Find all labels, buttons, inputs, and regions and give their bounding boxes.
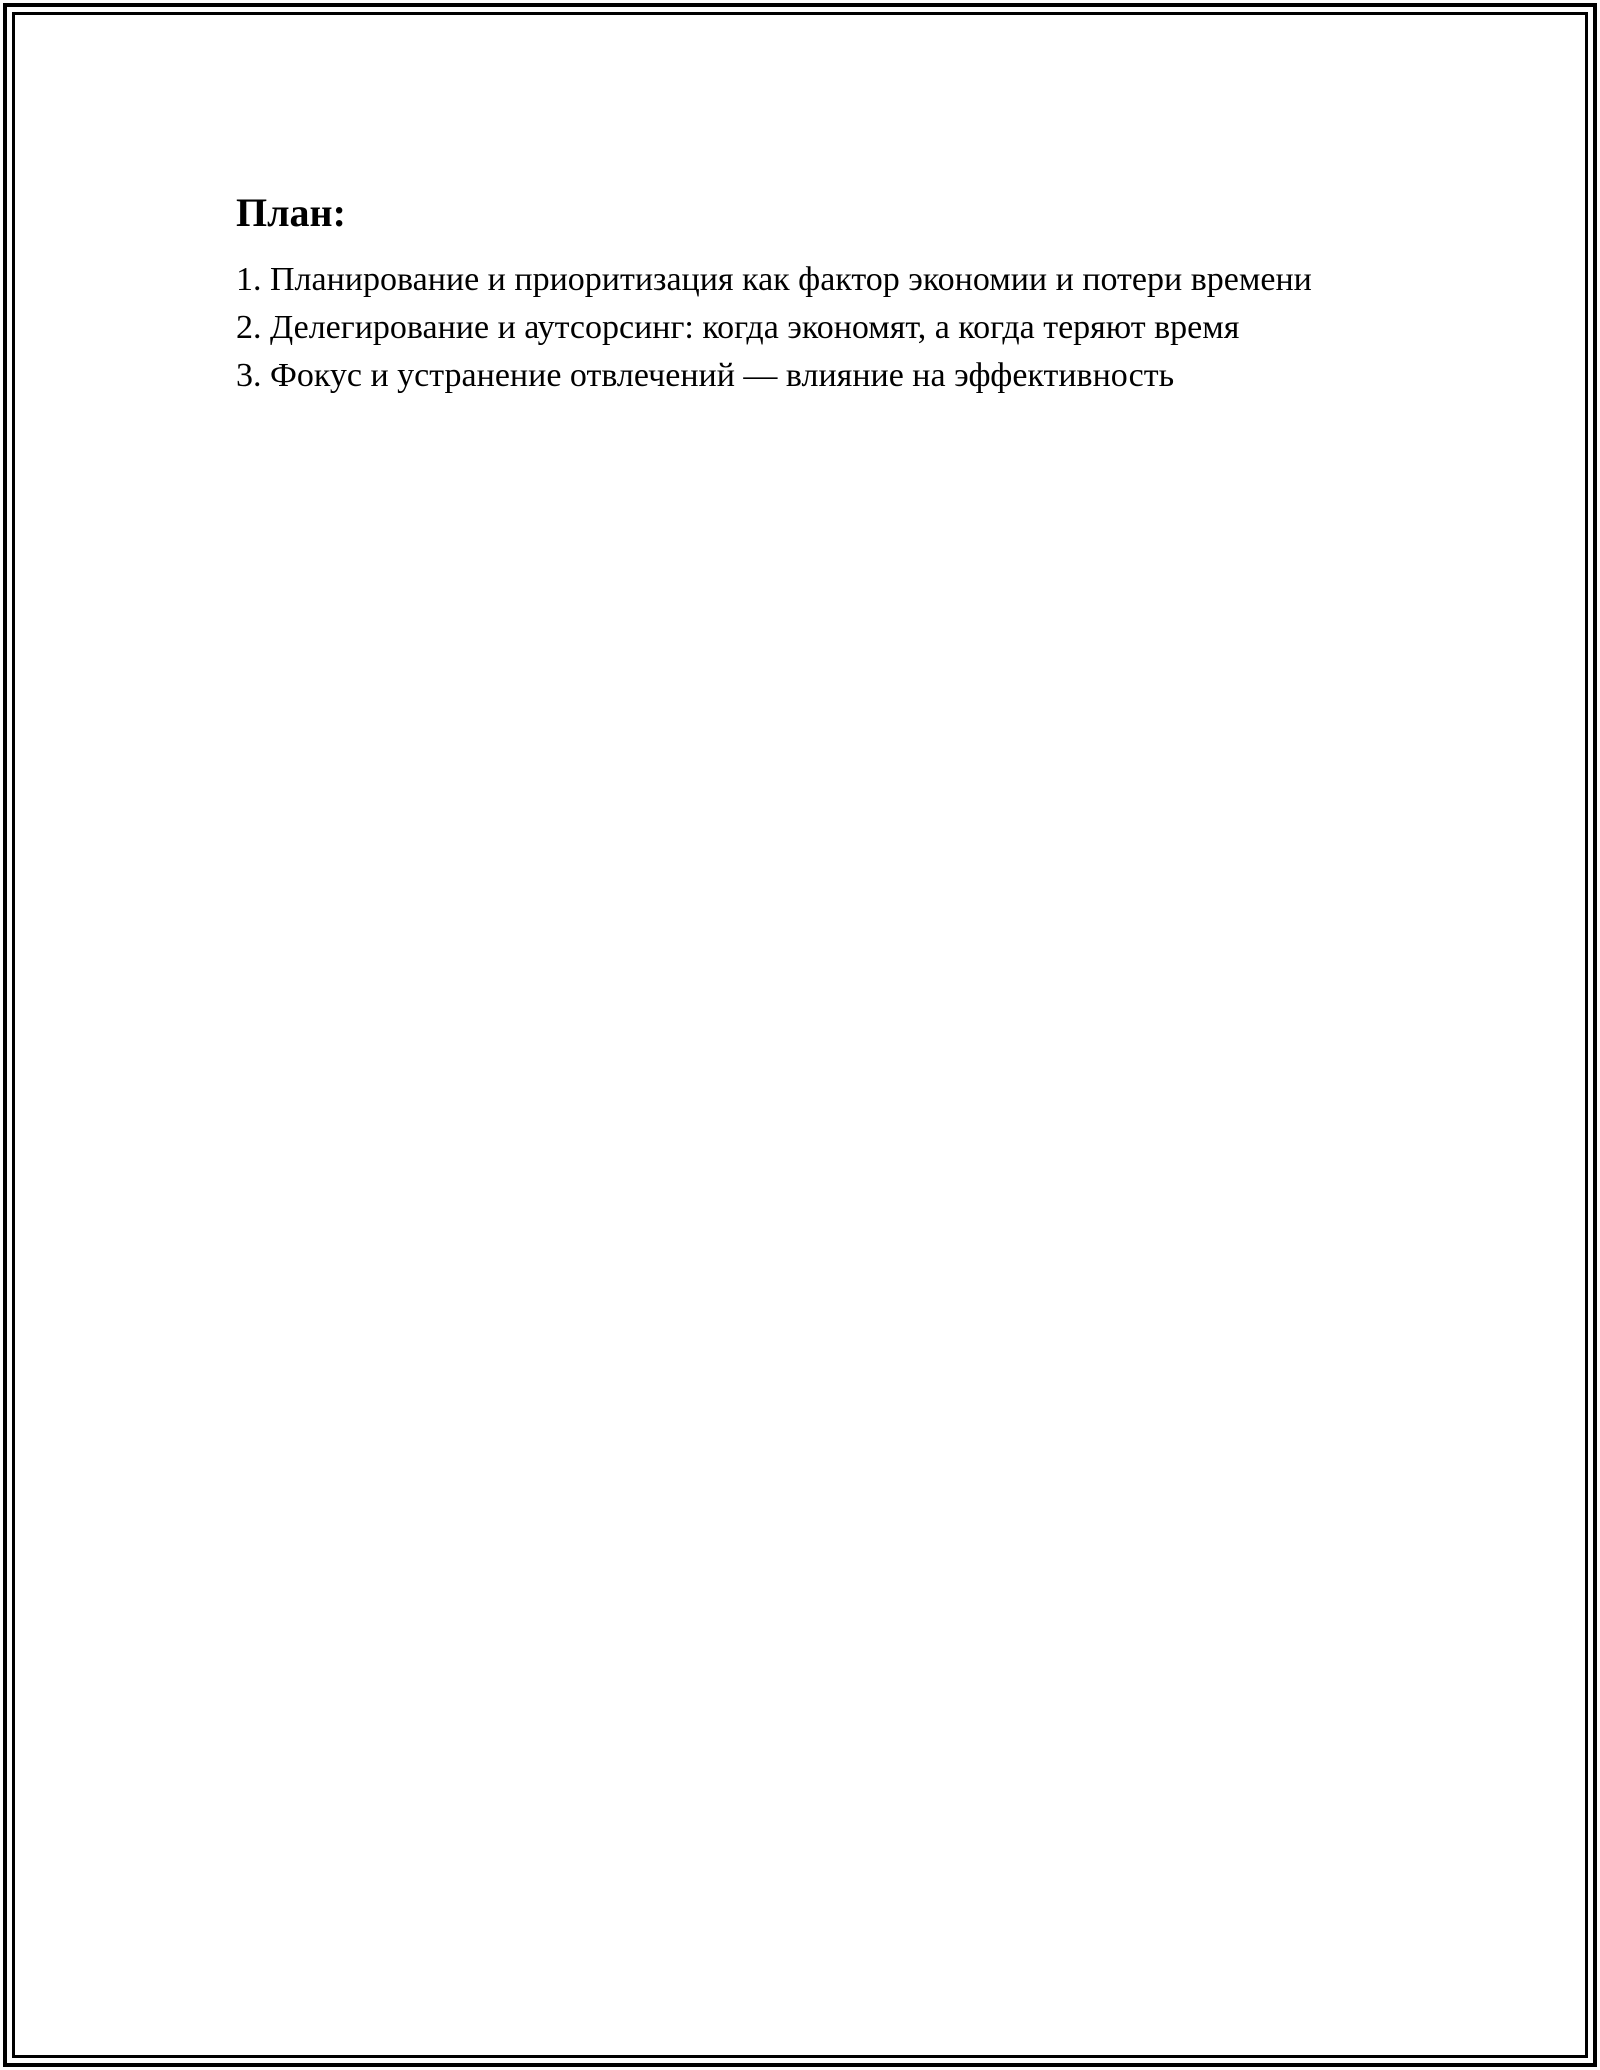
plan-item: 1. Планирование и приоритизация как фактор экономии и потери времени [236,261,1312,298]
plan-heading: План: [236,190,346,235]
plan-list [236,256,1376,400]
document-body [236,188,1376,400]
plan-item: 3. Фокус и устранение отвлечений — влияние на эффективность [236,357,1175,394]
plan-item: 2. Делегирование и аутсорсинг: когда экономят, а когда теряют время [236,309,1240,346]
